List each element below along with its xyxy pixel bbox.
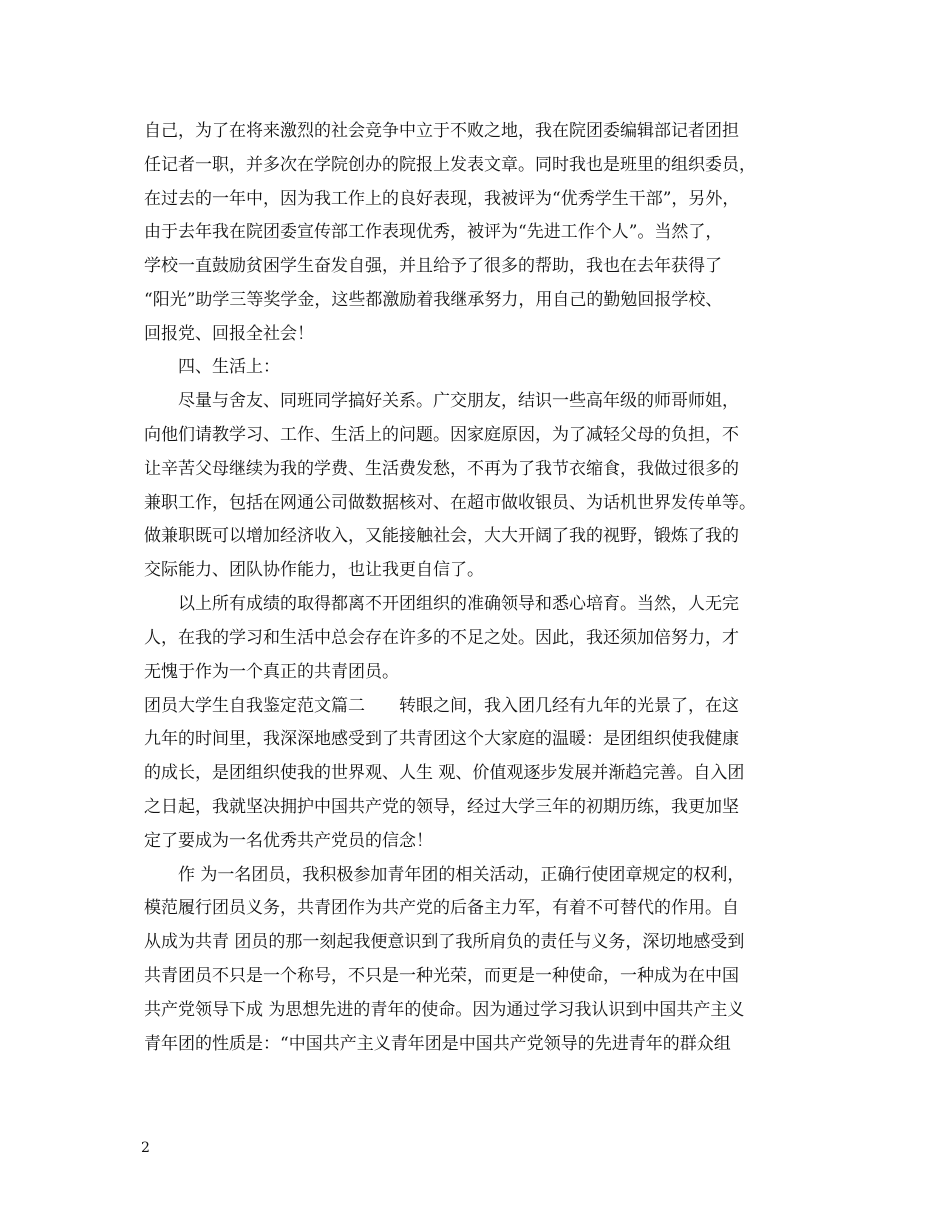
text-line: 任记者一职，并多次在学院创办的院报上发表文章。同时我也是班里的组织委员， bbox=[144, 155, 756, 175]
text-line: 模范履行团员义务，共青团作为共产党的后备主力军，有着不可替代的作用。自 bbox=[144, 898, 739, 918]
text-line: 从成为共青 团员的那一刻起我便意识到了我所肩负的责任与义务，深切地感受到 bbox=[144, 932, 745, 952]
text-line: 的成长，是团组织使我的世界观、人生 观、价值观逐步发展并渐趋完善。自入团 bbox=[144, 763, 745, 783]
section-heading: 四、生活上： bbox=[144, 357, 280, 377]
text-line: 由于去年我在院团委宣传部工作表现优秀，被评为“先进工作个人”。当然了， bbox=[144, 222, 723, 242]
text-line: 交际能力、团队协作能力，也让我更自信了。 bbox=[144, 560, 484, 580]
text-line: 兼职工作，包括在网通公司做数据核对、在超市做收银员、为话机世界发传单等。 bbox=[144, 493, 756, 513]
text-line: 回报党、回报全社会！ bbox=[144, 324, 314, 344]
page-number: 2 bbox=[141, 1140, 150, 1156]
text-line: 学校一直鼓励贫困学生奋发自强，并且给予了很多的帮助，我也在去年获得了 bbox=[144, 256, 722, 276]
text-line: 尽量与舍友、同班同学搞好关系。广交朋友，结识一些高年级的师哥师姐， bbox=[144, 391, 739, 411]
text-line: 自己，为了在将来激烈的社会竞争中立于不败之地，我在院团委编辑部记者团担 bbox=[144, 121, 739, 141]
text-line: 在过去的一年中，因为我工作上的良好表现，我被评为“优秀学生干部”，另外， bbox=[144, 189, 740, 209]
text-line: “阳光”助学三等奖学金，这些都激励着我继承努力，用自己的勤勉回报学校、 bbox=[144, 290, 723, 310]
text-line: 之日起，我就坚决拥护中国共产党的领导，经过大学三年的初期历练，我更加坚 bbox=[144, 797, 739, 817]
text-line: 人，在我的学习和生活中总会存在许多的不足之处。因此，我还须加倍努力，才 bbox=[144, 628, 739, 648]
text-line: 向他们请教学习、工作、生活上的问题。因家庭原因，为了减轻父母的负担，不 bbox=[144, 425, 739, 445]
text-line: 作 为一名团员，我积极参加青年团的相关活动，正确行使团章规定的权利， bbox=[144, 865, 745, 885]
text-line: 九年的时间里，我深深地感受到了共青团这个大家庭的温暖：是团组织使我健康 bbox=[144, 729, 739, 749]
text-line: 以上所有成绩的取得都离不开团组织的准确领导和悉心培育。当然，人无完 bbox=[144, 594, 739, 614]
article-title-line: 团员大学生自我鉴定范文篇二 转眼之间，我入团几经有九年的光景了，在这 bbox=[144, 696, 739, 716]
text-line: 定了要成为一名优秀共产党员的信念！ bbox=[144, 831, 433, 851]
text-line: 做兼职既可以增加经济收入，又能接触社会，大大开阔了我的视野，锻炼了我的 bbox=[144, 526, 739, 546]
text-line: 青年团的性质是：“中国共产主义青年团是中国共产党领导的先进青年的群众组 bbox=[144, 1034, 731, 1054]
text-line: 让辛苦父母继续为我的学费、生活费发愁，不再为了我节衣缩食，我做过很多的 bbox=[144, 459, 739, 479]
text-line: 共产党领导下成 为思想先进的青年的使命。因为通过学习我认识到中国共产主义 bbox=[144, 1000, 745, 1020]
text-line: 无愧于作为一个真正的共青团员。 bbox=[144, 662, 399, 682]
text-line: 共青团员不只是一个称号，不只是一种光荣，而更是一种使命，一种成为在中国 bbox=[144, 966, 739, 986]
